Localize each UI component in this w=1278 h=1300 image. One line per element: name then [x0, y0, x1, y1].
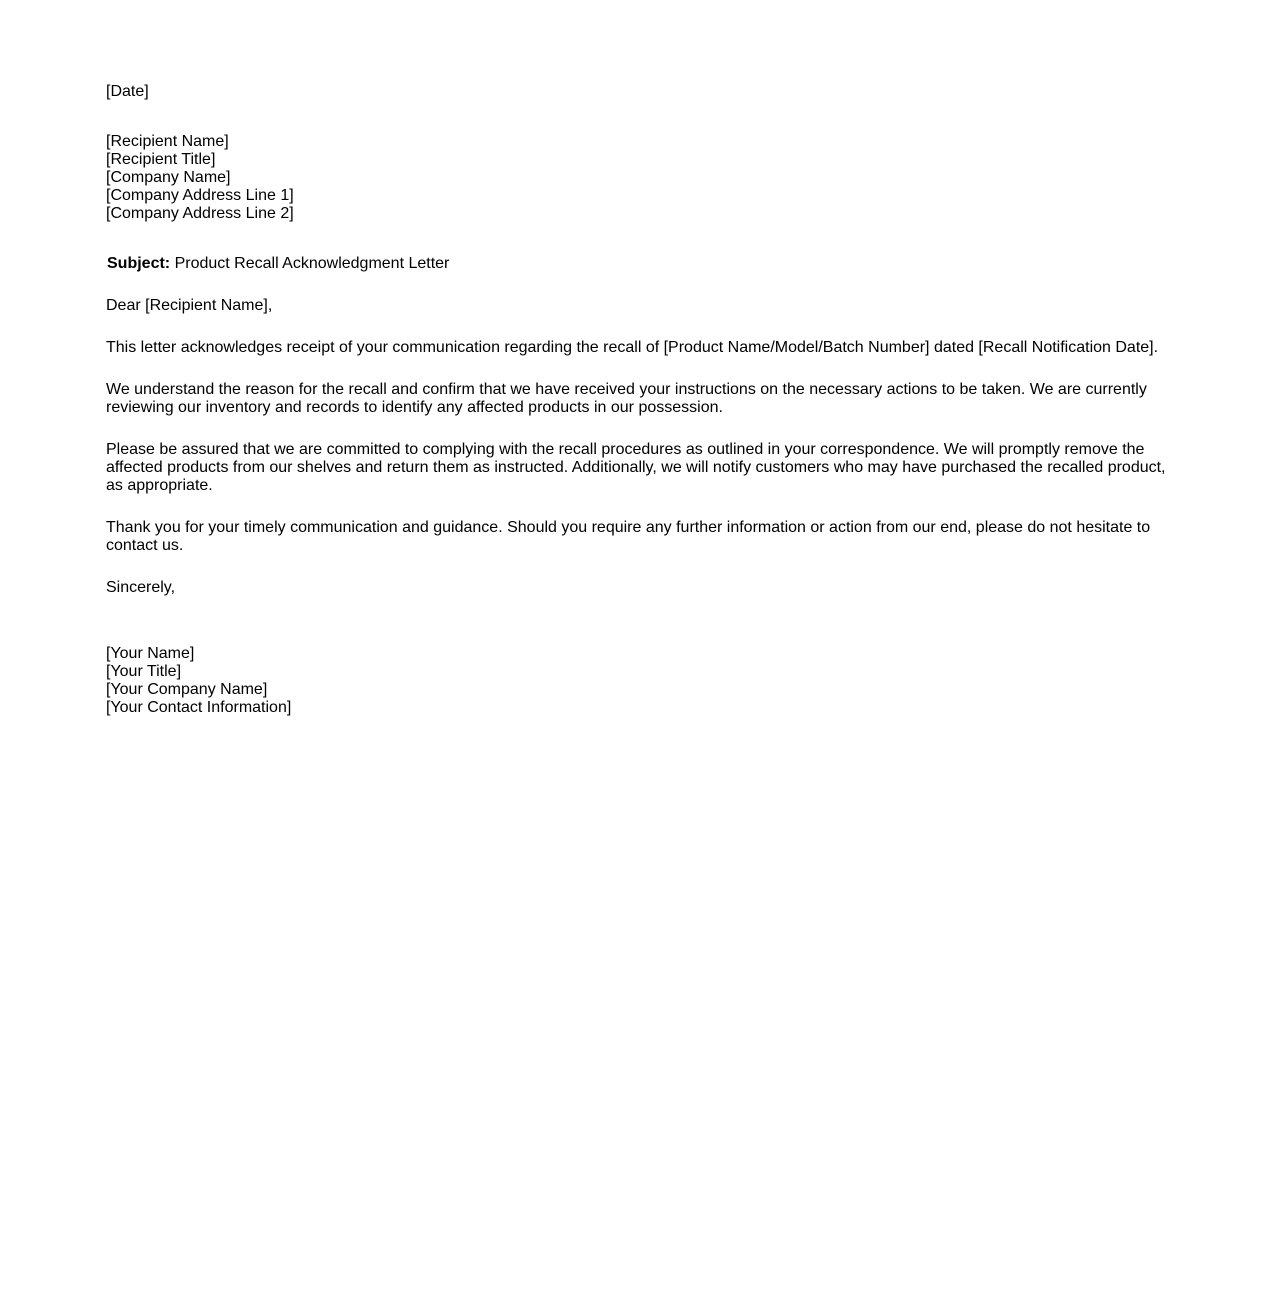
date-text: [Date] — [106, 83, 149, 100]
subject-label: Subject: — [107, 255, 171, 272]
recipient-title: [Recipient Title] — [106, 151, 216, 168]
body-paragraph-4: Thank you for your timely communication and guidance. Should you require any further information or action from our end, please do not hesitate to contact us. — [106, 519, 1151, 554]
signature-block — [106, 645, 1176, 717]
recipient-company: [Company Name] — [106, 169, 231, 186]
recipient-name: [Recipient Name] — [106, 133, 229, 150]
letter — [106, 83, 1176, 717]
greeting: Dear [Recipient Name], — [106, 297, 273, 314]
recipient-address-line-2: [Company Address Line 2] — [106, 205, 294, 222]
signature-title: [Your Title] — [106, 663, 182, 680]
recipient-address-block — [106, 133, 1176, 223]
body-paragraph-1: This letter acknowledges receipt of your communication regarding the recall of [Product Name/Model/Batch Number] dated [Recall Notification Date]. — [106, 339, 1159, 356]
subject-text: Product Recall Acknowledgment Letter — [170, 255, 450, 272]
body-paragraph-3: Please be assured that we are committed to complying with the recall procedures as outlined in your correspondence. We will promptly remove the affected products from our shelves and return them as instructed. Additionally, we will notify customers who may have purchased the recalled product, as appropriate. — [106, 441, 1166, 494]
recipient-address-line-1: [Company Address Line 1] — [106, 187, 294, 204]
closing: Sincerely, — [106, 579, 176, 596]
body-paragraph-2: We understand the reason for the recall and confirm that we have received your instructions on the necessary actions to be taken. We are currently reviewing our inventory and records to identify any affected products in our possession. — [106, 381, 1147, 416]
letter-date — [106, 83, 1176, 101]
signature-company: [Your Company Name] — [106, 681, 268, 698]
signature-name: [Your Name] — [106, 645, 195, 662]
signature-contact: [Your Contact Information] — [106, 699, 292, 716]
subject-line — [106, 255, 1176, 273]
